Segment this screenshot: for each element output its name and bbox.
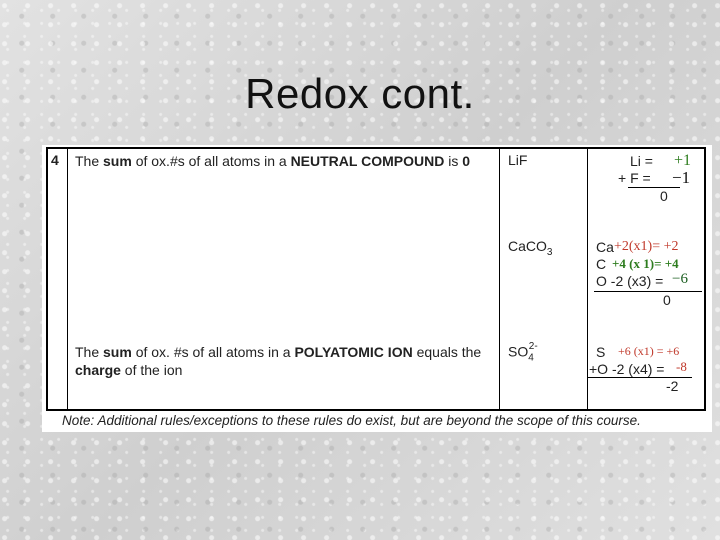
- so4-label-o: +O -2 (x4) =: [589, 361, 665, 377]
- so4-label-s: S: [596, 344, 606, 360]
- so4-hand-s: +6 (x1) = +6: [618, 344, 680, 358]
- rule-text: 0: [462, 153, 470, 169]
- column-divider: [587, 149, 588, 409]
- formula-caco3: [508, 238, 552, 258]
- rules-table: [46, 147, 706, 411]
- lif-hand-value1: +1: [674, 152, 692, 169]
- rule-text: POLYATOMIC ION: [294, 344, 413, 360]
- rule-number: 4: [51, 152, 59, 168]
- caco3-hand-ca: +2(x1)= +2: [614, 239, 679, 254]
- caco3-hand-o: −6: [672, 271, 688, 287]
- formula-subscript: 4: [528, 352, 534, 364]
- rule-polyatomic-ion: [75, 343, 495, 379]
- rule-text: of ox.#s of all atoms in a: [131, 153, 291, 169]
- formula-text: SO: [508, 343, 529, 360]
- so4-total: -2: [666, 378, 679, 394]
- formula-subscript: 3: [546, 246, 553, 258]
- rule-text: of ox. #s of all atoms in a: [131, 344, 295, 360]
- lif-total: 0: [660, 188, 668, 204]
- formula-superscript: 2-: [528, 341, 538, 352]
- caco3-label-ca: Ca: [596, 239, 614, 255]
- rule-text: of the ion: [120, 362, 183, 378]
- formula-so4: [508, 343, 543, 363]
- sum-line: [594, 291, 702, 292]
- rule-text: charge: [75, 362, 121, 378]
- rule-text: The: [75, 153, 104, 169]
- rule-text: is: [444, 153, 463, 169]
- rule-neutral-compound: [75, 152, 495, 170]
- caco3-hand-c: +4 (x 1)= +4: [612, 256, 679, 271]
- rule-text: sum: [103, 153, 132, 169]
- footnote: Note: Additional rules/exceptions to these rules do exist, but are beyond the scope of this course.: [62, 413, 641, 428]
- caco3-label-o: O -2 (x3) =: [596, 273, 664, 289]
- rule-text: NEUTRAL COMPOUND: [290, 153, 445, 169]
- slide-title: Redox cont.: [245, 70, 475, 117]
- so4-hand-o: -8: [676, 359, 687, 374]
- sum-line: [628, 187, 680, 188]
- lif-calc-line1: Li =: [630, 153, 653, 169]
- column-divider: [67, 149, 68, 409]
- column-divider: [499, 149, 500, 409]
- rule-text: equals the: [412, 344, 482, 360]
- formula-lif: LiF: [508, 152, 528, 168]
- caco3-total: 0: [663, 292, 671, 308]
- caco3-label-c: C: [596, 256, 607, 272]
- formula-text: CaCO: [508, 238, 547, 254]
- rule-text: sum: [103, 344, 132, 360]
- rule-text: The: [75, 344, 104, 360]
- lif-calc-line2: + F =: [618, 170, 651, 186]
- lif-hand-value2: −1: [672, 168, 691, 187]
- rules-table-panel: [42, 145, 712, 432]
